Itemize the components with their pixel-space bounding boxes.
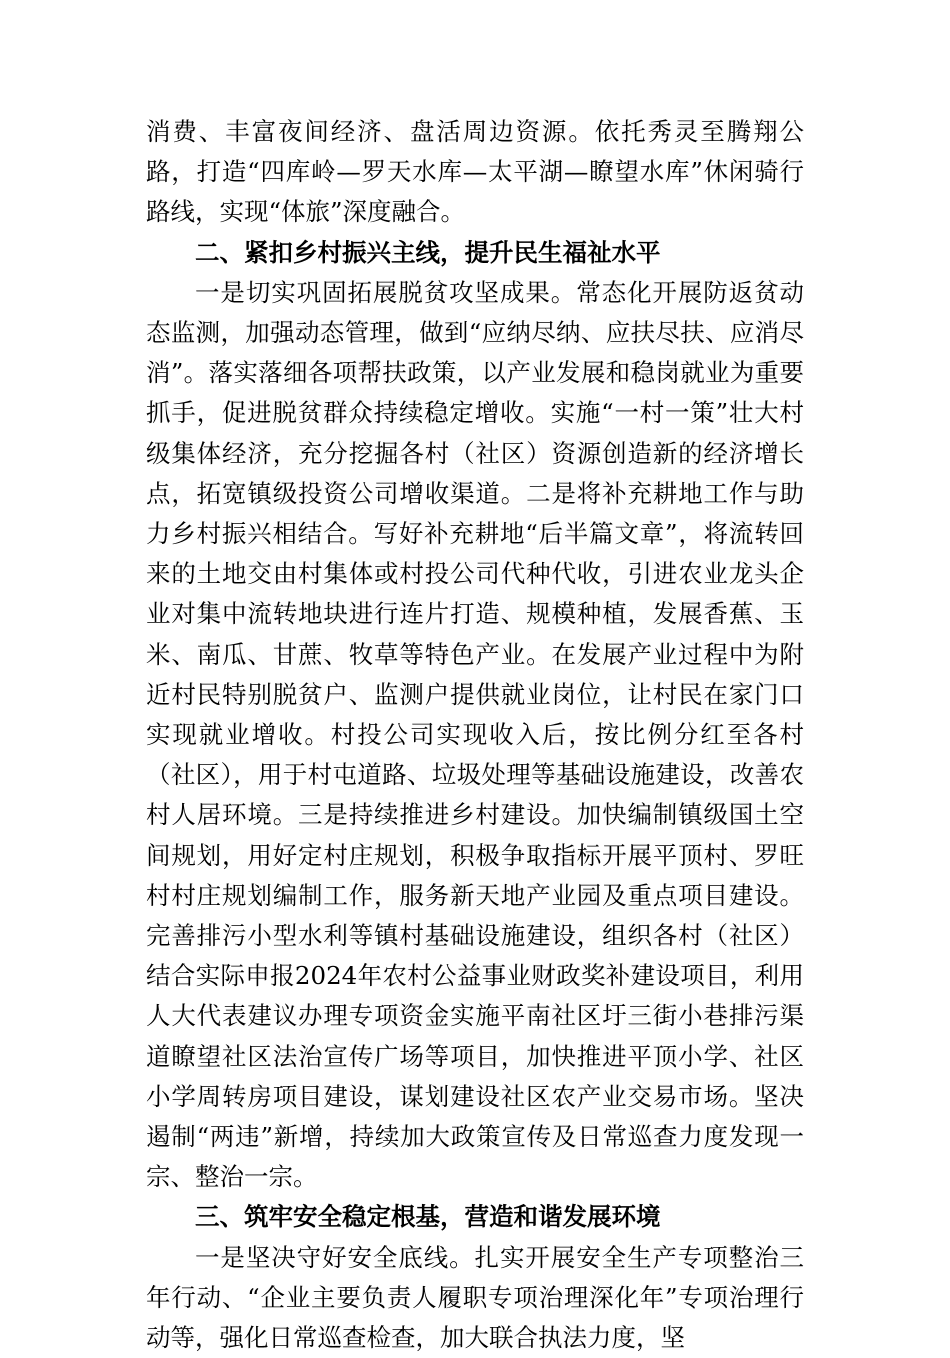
section-2-heading: 二、紧扣乡村振兴主线，提升民生福祉水平 <box>195 237 661 267</box>
intro-paragraph: 消费、丰富夜间经济、盘活周边资源。依托秀灵至腾翔公路，打造“四库岭—罗天水库—太平湖—瞭望水库”休闲骑行路线，实现“体旅”深度融合。 <box>146 117 804 227</box>
section-3-heading: 三、筑牢安全稳定根基，营造和谐发展环境 <box>195 1202 661 1232</box>
section-3-paragraph: 一是坚决守好安全底线。扎实开展安全生产专项整治三年行动、“企业主要负责人履职专项治理深化年”专项治理行动等，强化日常巡查检查，加大联合执法力度，坚 <box>146 1242 804 1353</box>
document-page <box>146 112 804 1358</box>
section-2-paragraph: 一是切实巩固拓展脱贫攻坚成果。常态化开展防返贫动态监测，加强动态管理，做到“应纳尽纳、应扶尽扶、应消尽消”。落实落细各项帮扶政策，以产业发展和稳岗就业为重要抓手，促进脱贫群众持续稳定增收。实施“一村一策”壮大村级集体经济，充分挖掘各村（社区）资源创造新的经济增长点，拓宽镇级投资公司增收渠道。二是将补充耕地工作与助力乡村振兴相结合。写好补充耕地“后半篇文章”，将流转回来的土地交由村集体或村投公司代种代收，引进农业龙头企业对集中流转地块进行连片打造、规模种植，发展香蕉、玉米、南瓜、甘蔗、牧草等特色产业。在发展产业过程中为附近村民特别脱贫户、监测户提供就业岗位，让村民在家门口实现就业增收。村投公司实现收入后，按比例分红至各村（社区），用于村屯道路、垃圾处理等基础设施建设，改善农村人居环境。三是持续推进乡村建设。加快编制镇级国土空间规划，用好定村庄规划，积极争取指标开展平顶村、罗旺村村庄规划编制工作，服务新天地产业园及重点项目建设。完善排污小型水利等镇村基础设施建设，组织各村（社区）结合实际申报2024年农村公益事业财政奖补建设项目，利用人大代表建议办理专项资金实施平南社区圩三街小巷排污渠道瞭望社区法治宣传广场等项目，加快推进平顶小学、社区小学周转房项目建设，谋划建设社区农产业交易市场。坚决遏制“两违”新增，持续加大政策宣传及日常巡查力度发现一宗、整治一宗。 <box>146 277 804 1192</box>
